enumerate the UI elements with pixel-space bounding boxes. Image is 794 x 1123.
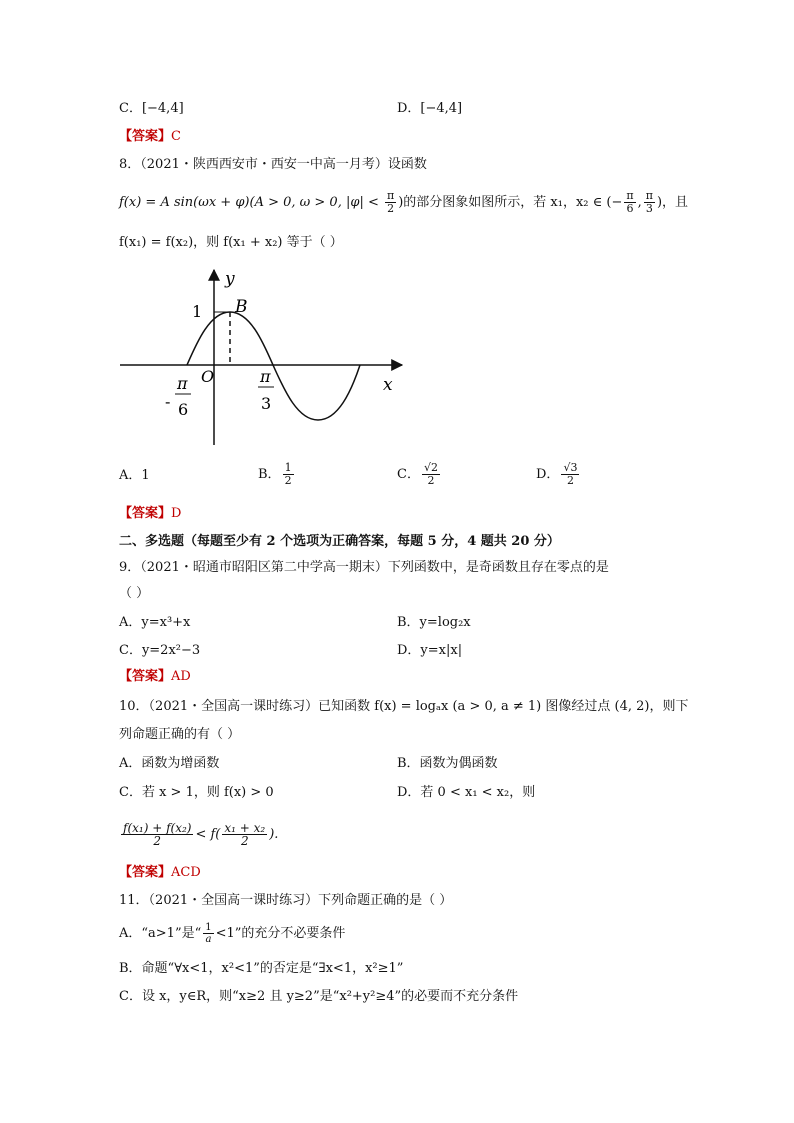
answer-value: D — [171, 506, 182, 521]
right-fraction — [222, 822, 267, 847]
q9-answer — [119, 668, 191, 686]
answer-label: 【答案】 — [119, 669, 172, 684]
q8-sine-graph — [115, 262, 415, 452]
frac-num: π — [386, 189, 395, 202]
sqrt3-over-2 — [561, 462, 579, 487]
frac-num: π — [645, 189, 653, 202]
inequality-end: ). — [269, 827, 279, 842]
q8-stem-line2 — [119, 190, 688, 216]
q10-option-a: A．函数为增函数 — [119, 756, 220, 771]
sqrt2-over-2 — [422, 462, 440, 487]
q8-answer — [119, 505, 181, 523]
option-label: C． — [397, 467, 420, 482]
q8-option-a: A．1 — [119, 468, 150, 483]
origin-label: O — [201, 367, 215, 386]
one-over-a — [203, 922, 213, 945]
y-axis-label: y — [225, 269, 235, 289]
q11-stem: 11．（2021・全国高一课时练习）下列命题正确的是（ ） — [119, 893, 453, 908]
frac-num: 1 — [205, 922, 212, 933]
frac-num: √3 — [563, 461, 578, 474]
q10-stem: 10．（2021・全国高一课时练习）已知函数 f(x) = logₐx (a > 0, a ≠ 1) 图像经过点 (4, 2)，则下 — [119, 699, 689, 714]
q7-option-d: D．[−4,4] — [397, 101, 463, 116]
neg-tick-den: 6 — [178, 400, 189, 419]
stem-text: )的部分图象如图所示，若 x₁，x₂ ∈ (− — [398, 195, 623, 210]
q7-answer — [119, 128, 181, 146]
neg-tick-sign: - — [165, 392, 171, 411]
neg-tick-num: π — [177, 374, 188, 393]
frac-den: 2 — [387, 202, 395, 215]
function-expression: f(x) = A sin(ωx + φ) — [119, 195, 250, 210]
frac-den: 6 — [626, 202, 634, 215]
q9-option-c: C．y=2x²−3 — [119, 643, 201, 658]
q11-option-b: B．命题“∀x<1，x²<1”的否定是“∃x<1，x²≥1” — [119, 961, 404, 976]
frac-num: √2 — [423, 461, 438, 474]
option-text-end: <1”的充分不必要条件 — [215, 926, 346, 941]
answer-value: C — [171, 129, 181, 144]
section-heading-multiple-choice: 二、多选题（每题至少有 2 个选项为正确答案，每题 5 分，4 题共 20 分） — [119, 534, 560, 549]
frac-num: π — [626, 189, 634, 202]
pi-over-2 — [385, 190, 396, 215]
q8-option-b — [258, 461, 296, 489]
q9-option-b: B．y=log₂x — [397, 615, 471, 630]
q7-option-c: C．[−4,4] — [119, 101, 184, 116]
frac-num: 1 — [284, 461, 292, 474]
q10-inequality — [119, 818, 278, 852]
frac-den: 2 — [240, 834, 249, 848]
q8-stem-line1: 8．（2021・陕西西安市・西安一中高一月考）设函数 — [119, 157, 427, 172]
parameter-conditions: (A > 0, ω > 0, |φ| < — [249, 195, 383, 210]
q10-answer — [119, 864, 201, 882]
q8-option-d — [536, 461, 581, 489]
q10-option-b: B．函数为偶函数 — [397, 756, 498, 771]
option-label: D． — [536, 467, 560, 482]
option-text: A．“a>1”是“ — [119, 926, 202, 941]
q9-paren: （ ） — [119, 586, 150, 601]
answer-value: AD — [171, 669, 191, 684]
y-tick-label: 1 — [192, 302, 203, 321]
left-fraction — [121, 822, 193, 847]
frac-den: 3 — [645, 202, 653, 215]
q11-option-a — [119, 920, 345, 948]
pos-tick-den: 3 — [261, 394, 272, 413]
answer-label: 【答案】 — [119, 865, 172, 880]
option-label: B． — [258, 467, 281, 482]
answer-value: ACD — [171, 865, 201, 880]
one-half — [283, 462, 294, 487]
comma: , — [637, 195, 642, 210]
pi-over-6 — [624, 190, 635, 215]
q8-stem-line3: f(x₁) = f(x₂)，则 f(x₁ + x₂) 等于（ ） — [119, 235, 343, 250]
q9-option-a: A．y=x³+x — [119, 615, 191, 630]
stem-text-end: )，且 — [656, 195, 689, 210]
answer-label: 【答案】 — [119, 129, 172, 144]
q9-stem: 9．（2021・昭通市昭阳区第二中学高一期末）下列函数中，是奇函数且存在零点的是 — [119, 560, 609, 575]
pi-over-3 — [644, 190, 655, 215]
frac-den: 2 — [284, 474, 292, 487]
pos-tick-num: π — [260, 367, 271, 386]
sine-curve — [187, 312, 360, 420]
q10-option-d: D．若 0 < x₁ < x₂，则 — [397, 785, 536, 800]
frac-den: 2 — [566, 474, 574, 487]
q11-option-c: C．设 x，y∈R，则“x≥2 且 y≥2”是“x²+y²≥4”的必要而不充分条件 — [119, 989, 519, 1004]
answer-label: 【答案】 — [119, 506, 172, 521]
frac-num: x₁ + x₂ — [224, 821, 266, 835]
q10-option-c: C．若 x > 1，则 f(x) > 0 — [119, 785, 274, 800]
point-b-label: B — [235, 297, 248, 317]
q8-option-c — [397, 461, 442, 489]
frac-num: f(x₁) + f(x₂) — [123, 821, 192, 835]
x-axis-label: x — [383, 375, 393, 395]
frac-den: 2 — [427, 474, 435, 487]
inequality-mid: < f( — [195, 827, 221, 842]
frac-den: a — [205, 934, 212, 945]
q9-option-d: D．y=x|x| — [397, 643, 463, 658]
q10-stem-continued: 列命题正确的有（ ） — [119, 727, 241, 742]
frac-den: 2 — [153, 834, 162, 848]
